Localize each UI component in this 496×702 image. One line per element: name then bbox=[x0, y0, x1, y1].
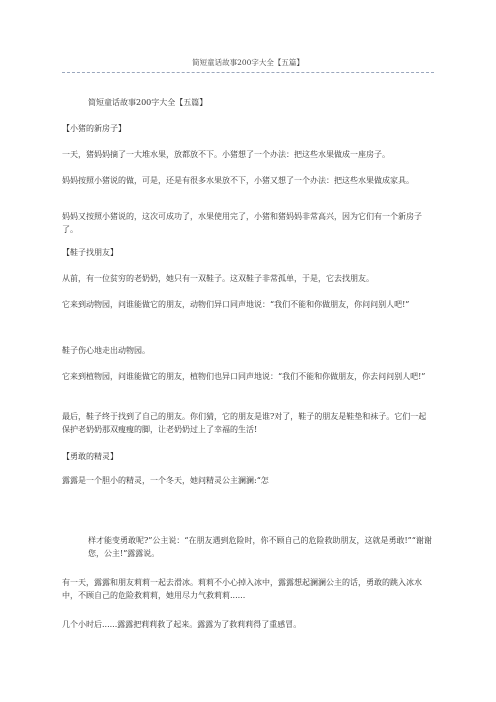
paragraph: 从前，有一位贫穷的老奶奶，她只有一双鞋子。这双鞋子非常孤单，于是，它去找朋友。 bbox=[62, 274, 374, 283]
paragraph: 它来到动物园，问谁能做它的朋友，动物们异口同声地说：“我们不能和你做朋友，你问问别人吧!” bbox=[62, 300, 410, 309]
paragraph: 妈妈按照小猪说的做，可是，还是有很多水果放不下，小猪又想了一个办法：把这些水果做成家具。 bbox=[62, 176, 414, 185]
paragraph: 有一天，露露和朋友莉莉一起去滑冰。莉莉不小心掉入冰中，露露想起澜澜公主的话，勇敢的跳入冰水中，不顾自己的危险救莉莉，她用尽力气救莉莉...... bbox=[62, 578, 422, 600]
paragraph: 几个小时后......露露把莉莉救了起来。露露为了救莉莉得了重感冒。 bbox=[62, 620, 302, 629]
paragraph: 鞋子伤心地走出动物园。 bbox=[62, 346, 150, 355]
paragraph: 它来到植物园，问谁能做它的朋友，植物们也异口同声地说：“我们不能和你做朋友，你去问问别人吧!” bbox=[62, 372, 426, 381]
section-heading-pig: 【小猪的新房子】 bbox=[62, 124, 126, 133]
paragraph: 一天，猪妈妈摘了一大堆水果，放都放不下。小猪想了一个办法：把这些水果做成一座房子。 bbox=[62, 150, 390, 159]
header-title: 简短童话故事200字大全【五篇】 bbox=[192, 58, 304, 67]
paragraph: 妈妈又按照小猪说的，这次可成功了，水果使用完了，小猪和猪妈妈非常高兴，因为它们有一个新房子了。 bbox=[62, 212, 422, 234]
header-divider bbox=[62, 72, 434, 73]
paragraph: 露露是一个胆小的精灵，一个冬天，她问精灵公主澜澜:“怎 bbox=[62, 476, 269, 485]
paragraph: 样才能变勇敢呢?”公主说：“在朋友遇到危险时，你不顾自己的危险救助朋友，这就是勇敢!”“谢谢您，公主!”露露说。 bbox=[88, 536, 432, 558]
body-subtitle: 简短童话故事200字大全【五篇】 bbox=[88, 98, 208, 107]
section-heading-shoe: 【鞋子找朋友】 bbox=[62, 248, 118, 257]
section-heading-elf: 【勇敢的精灵】 bbox=[62, 452, 118, 461]
paragraph: 最后，鞋子终于找到了自己的朋友。你们猜，它的朋友是谁?对了，鞋子的朋友是鞋垫和袜子。它们一起保护老奶奶那双瘦瘦的脚，让老奶奶过上了幸福的生活! bbox=[62, 412, 427, 434]
